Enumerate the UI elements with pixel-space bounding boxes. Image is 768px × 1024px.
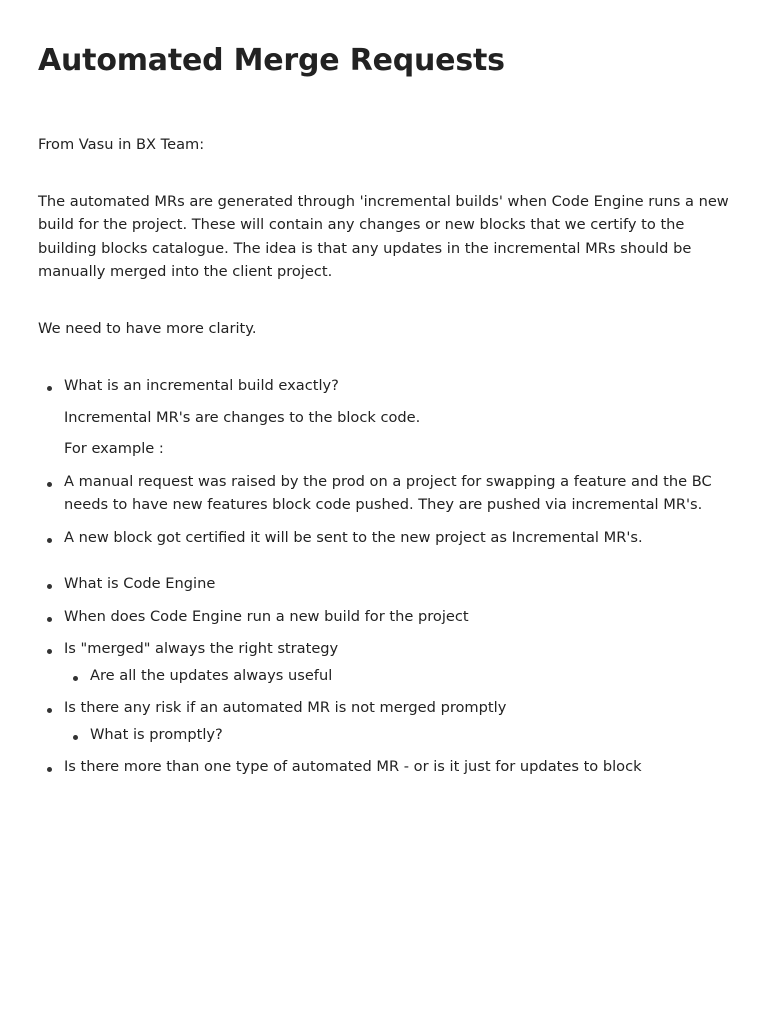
question-code-engine: What is Code Engine	[64, 575, 216, 592]
nested-list	[64, 664, 730, 688]
incremental-build-list	[38, 374, 730, 549]
answer-incremental-mr: Incremental MR's are changes to the block code.	[64, 408, 421, 426]
question-incremental-build: What is an incremental build exactly?	[64, 377, 339, 394]
questions-list	[38, 572, 730, 779]
intro-paragraph: The automated MRs are generated through 'incremental builds' when Code Engine runs a new build for the project. These will contain any changes or new blocks that we certify to the building blocks catalogue. The idea is that any updates in the incremental MRs should be manually merged into the client project.	[38, 192, 729, 280]
example-manual-request: A manual request was raised by the prod on a project for swapping a feature and the BC needs to have new features block code pushed. They are pushed via incremental MR's.	[64, 472, 712, 513]
clarity-paragraph: We need to have more clarity.	[38, 319, 257, 337]
question-promptly: What is promptly?	[90, 725, 223, 743]
question-mr-types: Is there more than one type of automated MR - or is it just for updates to block	[64, 758, 642, 775]
list-item	[38, 526, 730, 550]
nested-list	[64, 723, 730, 747]
example-new-block: A new block got certified it will be sent to the new project as Incremental MR's.	[64, 528, 643, 546]
question-when-build: When does Code Engine run a new build for the project	[64, 607, 469, 625]
page-title: Automated Merge Requests	[38, 43, 505, 78]
list-item	[38, 637, 730, 687]
question-updates-useful: Are all the updates always useful	[90, 666, 333, 684]
list-item	[38, 755, 730, 779]
question-merge-risk: Is there any risk if an automated MR is not merged promptly	[64, 699, 507, 716]
from-line: From Vasu in BX Team:	[38, 136, 205, 153]
question-merged-strategy: Is "merged" always the right strategy	[64, 640, 339, 657]
list-item	[38, 696, 730, 746]
list-item	[38, 605, 730, 629]
for-example-label: For example :	[64, 440, 164, 457]
list-item	[64, 723, 730, 747]
list-item	[64, 664, 730, 688]
list-item	[38, 374, 730, 461]
list-item	[38, 470, 730, 517]
list-item	[38, 572, 730, 596]
